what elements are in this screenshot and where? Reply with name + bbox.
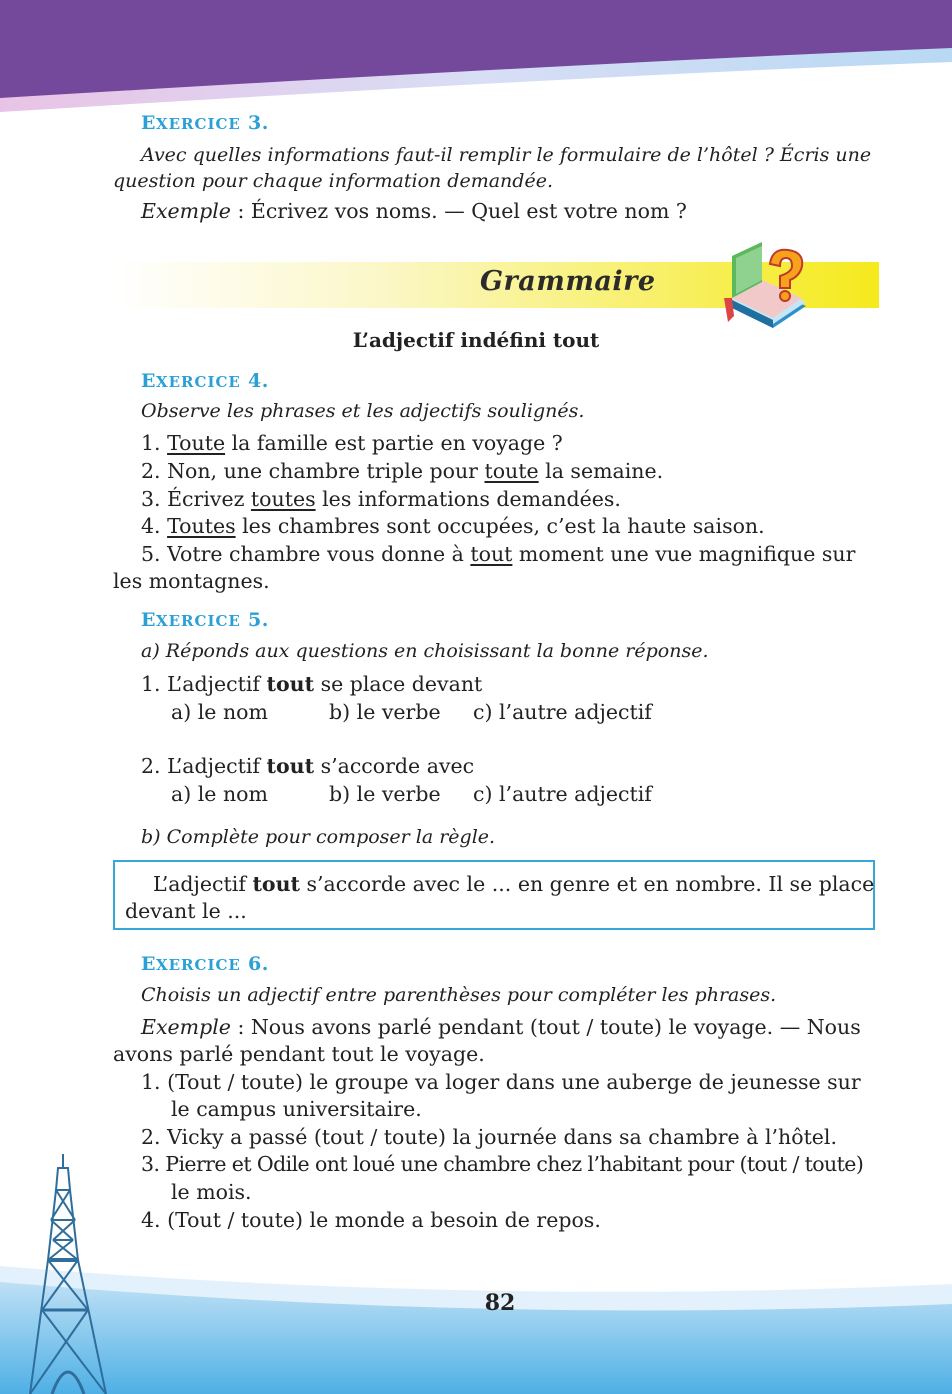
exercise-4-instruction: Observe les phrases et les adjectifs soulignés.: [141, 400, 585, 422]
q2-option-b: b) le verbe: [329, 782, 441, 806]
q2-option-c: c) l’autre adjectif: [473, 782, 652, 806]
eiffel-tower-icon: [18, 1150, 168, 1394]
exercise-5-question-2: 2. L’adjectif tout s’accorde avec: [141, 754, 475, 778]
exercise-4-title: EXERCICE 4.: [141, 370, 269, 392]
exercise-6-example: Exemple : Nous avons parlé pendant (tout / toute) le voyage. — Nous: [141, 1015, 861, 1039]
exercise-4-sentence-2: 2. Non, une chambre triple pour toute la semaine.: [141, 459, 664, 483]
exercise-5-part-b: b) Complète pour composer la règle.: [141, 826, 496, 848]
q2-option-a: a) le nom: [171, 782, 268, 806]
exercise-6-instruction: Choisis un adjectif entre parenthèses pour compléter les phrases.: [141, 984, 777, 1006]
exercise-6-item-3: 3. Pierre et Odile ont loué une chambre chez l’habitant pour (tout / toute): [141, 1152, 864, 1176]
exercise-3-title: EXERCICE 3.: [141, 112, 269, 134]
q1-option-a: a) le nom: [171, 700, 268, 724]
exercise-4-sentence-3: 3. Écrivez toutes les informations demandées.: [141, 487, 621, 511]
header-band: [0, 0, 952, 130]
exercise-6-title: EXERCICE 6.: [141, 953, 269, 975]
page-number: 82: [484, 1290, 516, 1316]
exercise-6-item-4: 4. (Tout / toute) le monde a besoin de repos.: [141, 1208, 601, 1232]
exercise-3-instruction: Avec quelles informations faut-il remplir le formulaire de l’hôtel ? Écris une: [141, 144, 872, 166]
exercise-5-part-a: a) Réponds aux questions en choisissant la bonne réponse.: [141, 640, 709, 662]
exercise-4-sentence-5: 5. Votre chambre vous donne à tout moment une vue magnifique sur: [141, 542, 856, 566]
book-question-icon: [718, 236, 810, 336]
exercise-6-item-1: 1. (Tout / toute) le groupe va loger dans une auberge de jeunesse sur: [141, 1070, 861, 1094]
exercise-4-sentence-1: 1. Toute la famille est partie en voyage ?: [141, 431, 563, 455]
grammar-section-title: Grammaire: [480, 266, 656, 297]
exercise-6-item-3-cont: le mois.: [171, 1180, 252, 1204]
grammar-subtitle: L’adjectif indéfini tout: [352, 328, 600, 352]
rule-text: L’adjectif tout s’accorde avec le ... en genre et en nombre. Il se place: [153, 872, 875, 896]
exercise-4-sentence-5-cont: les montagnes.: [113, 569, 270, 593]
q1-option-b: b) le verbe: [329, 700, 441, 724]
exercise-6-item-2: 2. Vicky a passé (tout / toute) la journée dans sa chambre à l’hôtel.: [141, 1125, 838, 1149]
q1-option-c: c) l’autre adjectif: [473, 700, 652, 724]
exercise-5-title: EXERCICE 5.: [141, 609, 269, 631]
exercise-3-instruction-cont: question pour chaque information demandée.: [113, 170, 553, 192]
rule-text-cont: devant le ...: [125, 899, 247, 923]
exercise-5-question-1: 1. L’adjectif tout se place devant: [141, 672, 483, 696]
exercise-4-sentence-4: 4. Toutes les chambres sont occupées, c’est la haute saison.: [141, 514, 765, 538]
exercise-6-example-cont: avons parlé pendant tout le voyage.: [113, 1042, 485, 1066]
exercise-6-item-1-cont: le campus universitaire.: [171, 1097, 422, 1121]
exercise-3-example: Exemple : Écrivez vos noms. — Quel est votre nom ?: [141, 199, 687, 223]
